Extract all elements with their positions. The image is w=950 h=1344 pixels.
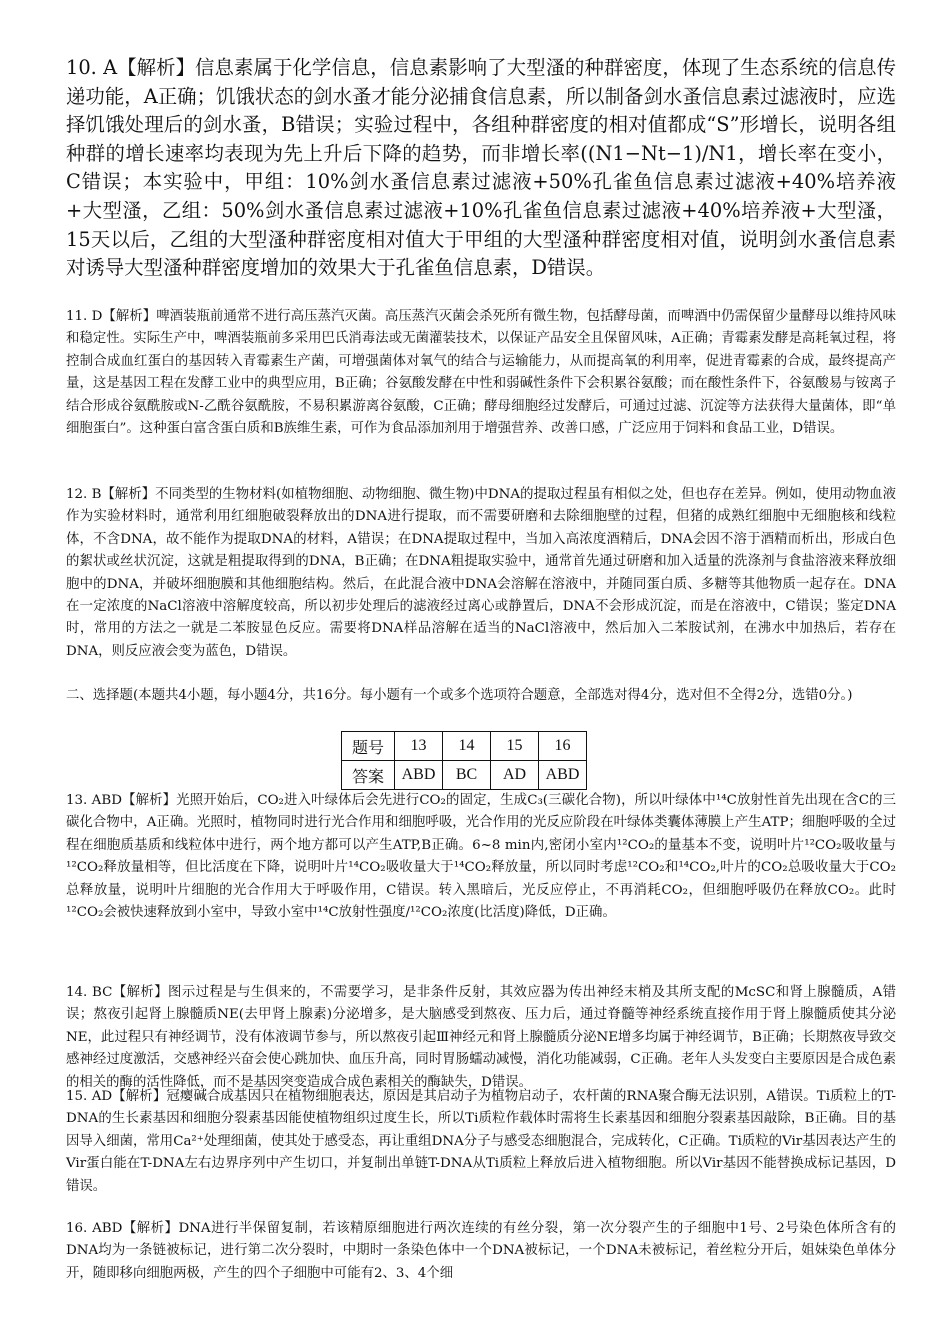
explanation-q11: 11. D【解析】啤酒装瓶前通常不进行高压蒸汽灭菌。高压蒸汽灭菌会杀死所有微生物，包括酵母菌，而啤酒中仍需保留少量酵母以维持风味和稳定性。实际生产中，啤酒装瓶前多采用巴氏消毒法或无菌灌装技术，以保证产品安全且保留风味，A正确；青霉素发酵是高耗氧过程，将控制合成血红蛋白的基因转入青霉素生产菌，可增强菌体对氧气的结合与运输能力，从而提高氧的利用率，促进青霉素的合成，最终提高产量，这是基因工程在发酵工业中的典型应用，B正确；谷氨酸发酵在中性和弱碱性条件下会积累谷氨酸；而在酸性条件下，谷氨酸易与铵离子结合形成谷氨酰胺或N-乙酰谷氨酰胺，不易积累游离谷氨酸，C正确；酵母细胞经过发酵后，可通过过滤、沉淀等方法获得大量菌体，即“单细胞蛋白”。这种蛋白富含蛋白质和B族维生素，可作为食品添加剂用于增强营养、改善口感，广泛应用于饲料和食品工业，D错误。 xyxy=(66,309,896,437)
answer-cell: ABD xyxy=(539,761,587,790)
answer-table xyxy=(341,731,587,790)
question-number: 14 xyxy=(443,732,491,761)
answer-cell: ABD xyxy=(395,761,443,790)
explanation-q12: 12. B【解析】不同类型的生物材料(如植物细胞、动物细胞、微生物)中DNA的提取过程虽有相似之处，但也存在差异。例如，使用动物血液作为实验材料时，通常利用红细胞破裂释放出的DNA进行提取，而不需要研磨和去除细胞壁的过程，但猪的成熟红细胞中无细胞核和线粒体，不含DNA，故不能作为提取DNA的材料，A错误；在DNA提取过程中，当加入高浓度酒精后，DNA会因不溶于酒精而析出，形成白色的絮状或丝状沉淀，这就是粗提取得到的DNA，B正确；在DNA粗提取实验中，通常首先通过研磨和加入适量的洗涤剂与食盐溶液来释放细胞中的DNA，并破坏细胞膜和其他细胞结构。然后，在此混合液中DNA会溶解在溶液中，并随同蛋白质、多糖等其他物质一起存在。DNA在一定浓度的NaCl溶液中溶解度较高，所以初步处理后的滤液经过离心或静置后，DNA不会形成沉淀，而是在溶液中，C错误；鉴定DNA时，常用的方法之一就是二苯胺显色反应。需要将DNA样品溶解在适当的NaCl溶液中，然后加入二苯胺试剂，在沸水中加热后，若存在DNA，则反应液会变为蓝色，D错误。 xyxy=(66,487,896,659)
question-number: 15 xyxy=(491,732,539,761)
answer-cell: AD xyxy=(491,761,539,790)
answer-cell: BC xyxy=(443,761,491,790)
explanation-q10: 10. A【解析】信息素属于化学信息，信息素影响了大型溞的种群密度，体现了生态系统的信息传递功能，A正确；饥饿状态的剑水蚤才能分泌捕食信息素，所以制备剑水蚤信息素过滤液时，应选择饥饿处理后的剑水蚤，B错误；实验过程中，各组种群密度的相对值都成“S”形增长，说明各组种群的增长速率均表现为先上升后下降的趋势，而非增长率((N1−Nt−1)/N1，增长率在变小，C错误；本实验中，甲组：10%剑水蚤信息素过滤液+50%孔雀鱼信息素过滤液+40%培养液+大型溞，乙组：50%剑水蚤信息素过滤液+10%孔雀鱼信息素过滤液+40%培养液+大型溞，15天以后，乙组的大型溞种群密度相对值大于甲组的大型溞种群密度相对值，说明剑水蚤信息素对诱导大型溞种群密度增加的效果大于孔雀鱼信息素，D错误。 xyxy=(66,56,896,280)
question-number: 16 xyxy=(539,732,587,761)
question-number: 13 xyxy=(395,732,443,761)
explanation-q16: 16. ABD【解析】DNA进行半保留复制，若该精原细胞进行两次连续的有丝分裂，第一次分裂产生的子细胞中1号、2号染色体所含有的DNA均为一条链被标记，进行第二次分裂时，中期时一条染色体中一个DNA被标记，一个DNA未被标记，着丝粒分开后，姐妹染色单体分开，随即移向细胞两极，产生的四个子细胞中可能有2、3、4个细 xyxy=(66,1221,896,1281)
explanation-q15: 15. AD【解析】冠瘿碱合成基因只在植物细胞表达，原因是其启动子为植物启动子，农杆菌的RNA聚合酶无法识别，A错误。Ti质粒上的T-DNA的生长素基因和细胞分裂素基因能使植物组织过度生长，所以Ti质粒作载体时需将生长素基因和细胞分裂素基因敲除，B正确。目的基因导入细菌，常用Ca²⁺处理细菌，使其处于感受态，再让重组DNA分子与感受态细胞混合，完成转化，C正确。Ti质粒的Vir基因表达产生的Vir蛋白能在T-DNA左右边界序列中产生切口，并复制出单链T-DNA从Ti质粒上释放后进入植物细胞。所以Vir基因不能替换成标记基因，D错误。 xyxy=(66,1089,896,1194)
section-heading: 二、选择题(本题共4小题，每小题4分，共16分。每小题有一个或多个选项符合题意，全部选对得4分，选对但不全得2分，选错0分。) xyxy=(66,688,853,703)
table-row-label: 题号 xyxy=(342,732,395,761)
explanation-q13: 13. ABD【解析】光照开始后，CO₂进入叶绿体后会先进行CO₂的固定，生成C₃(三碳化合物)，所以叶绿体中¹⁴C放射性首先出现在含C的三碳化合物中，A正确。光照时，植物同时进行光合作用和细胞呼吸，光合作用的光反应阶段在叶绿体类囊体薄膜上产生ATP；细胞呼吸的全过程在细胞质基质和线粒体中进行，两个地方都可以产生ATP,B正确。6~8 min内,密闭小室内¹²CO₂的量基本不变，说明叶片¹²CO₂吸收量与¹²CO₂释放量相等，但比活度在下降，说明叶片¹⁴CO₂吸收量大于¹⁴CO₂释放量，所以同时考虑¹²CO₂和¹⁴CO₂,叶片的CO₂总吸收量大于CO₂总释放量，说明叶片细胞的光合作用大于呼吸作用，C错误。转入黑暗后，光反应停止，不再消耗CO₂，但细胞呼吸仍在释放CO₂。此时¹²CO₂会被快速释放到小室中，导致小室中¹⁴C放射性强度/¹²CO₂浓度(比活度)降低，D正确。 xyxy=(66,793,896,921)
table-row-label: 答案 xyxy=(342,761,395,790)
explanation-q14: 14. BC【解析】图示过程是与生俱来的，不需要学习，是非条件反射，其效应器为传出神经末梢及其所支配的McSC和肾上腺髓质，A错误；熬夜引起肾上腺髓质NE(去甲肾上腺素)分泌增多，是大脑感受到熬夜、压力后，通过脊髓等神经系统直接作用于肾上腺髓质使其分泌NE，此过程只有神经调节，没有体液调节参与，所以熬夜引起Ⅲ神经元和肾上腺髓质分泌NE增多均属于神经调节，B正确；长期熬夜导致交感神经过度激活，交感神经兴奋会使心跳加快、血压升高，同时胃肠蠕动减慢，消化功能减弱，C正确。老年人头发变白主要原因是合成色素的相关的酶的活性降低，而不是基因突变造成合成色素相关的酶缺失，D错误。 xyxy=(66,985,896,1090)
table-row xyxy=(342,732,587,761)
table-row xyxy=(342,761,587,790)
